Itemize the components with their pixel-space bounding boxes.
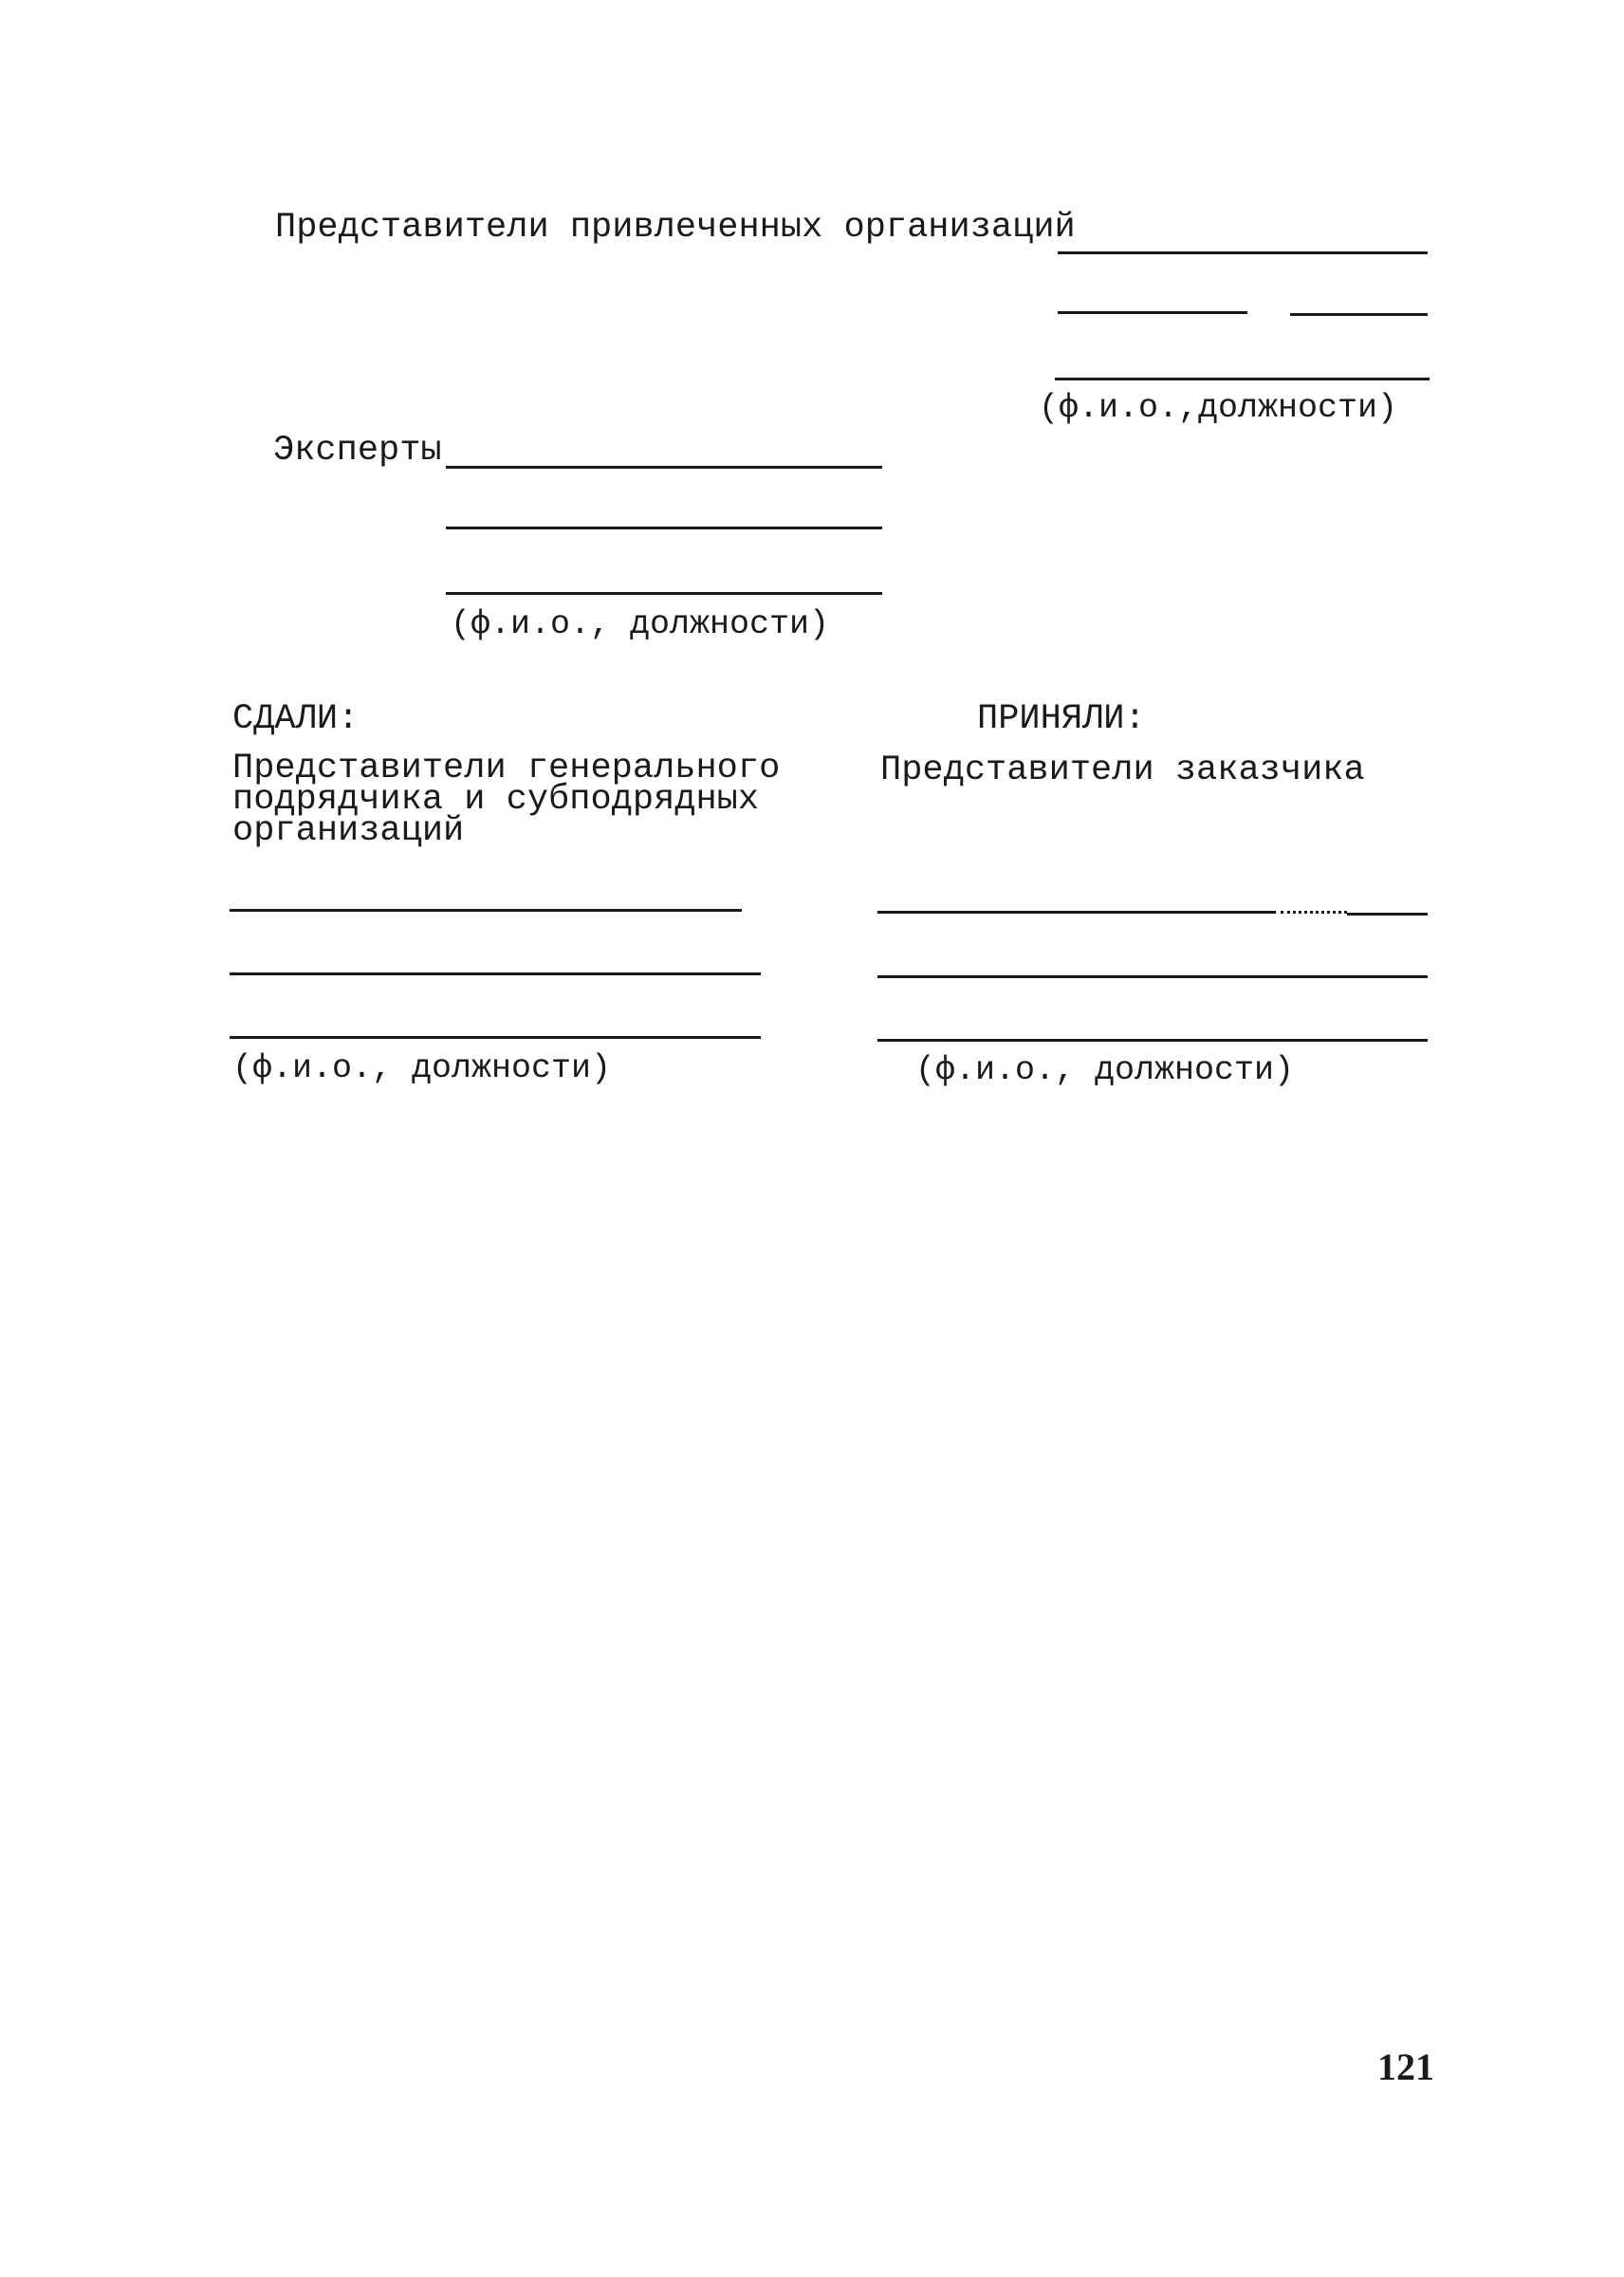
attracted-orgs-signature-line-2a — [1058, 311, 1247, 314]
attracted-orgs-caption: (ф.и.о.,должности) — [1039, 389, 1398, 427]
handed-over-caption: (ф.и.о., должности) — [232, 1049, 612, 1087]
accepted-heading: ПРИНЯЛИ: — [977, 699, 1146, 739]
handed-over-signature-line-1 — [230, 909, 742, 912]
accepted-signature-line-1a — [877, 911, 1276, 914]
experts-caption: (ф.и.о., должности) — [451, 605, 830, 643]
experts-signature-line-2 — [446, 527, 882, 529]
experts-signature-line-3 — [446, 592, 882, 595]
handed-over-signature-line-3 — [230, 1036, 761, 1039]
attracted-orgs-label: Представители привлеченных организаций — [275, 208, 1076, 248]
attracted-orgs-signature-line-3 — [1055, 378, 1430, 380]
handed-over-signature-line-2 — [230, 972, 761, 975]
handed-over-text-line-2: подрядчика и субподрядных — [232, 780, 760, 820]
accepted-signature-line-3 — [877, 1039, 1428, 1042]
accepted-signature-line-1b — [1281, 911, 1347, 914]
experts-label: Эксперты — [273, 431, 442, 471]
accepted-caption: (ф.и.о., должности) — [915, 1051, 1295, 1089]
handed-over-text — [232, 749, 781, 851]
handed-over-text-line-1: Представители генерального — [232, 749, 781, 788]
experts-signature-line-1 — [446, 466, 882, 469]
attracted-orgs-signature-line-2b — [1290, 313, 1428, 316]
handed-over-text-line-3: организаций — [232, 811, 465, 851]
accepted-signature-line-2 — [877, 975, 1428, 978]
attracted-orgs-signature-line-1 — [1058, 251, 1428, 254]
handed-over-heading: СДАЛИ: — [232, 699, 360, 739]
accepted-text: Представители заказчика — [880, 750, 1365, 790]
page-number: 121 — [1377, 2046, 1434, 2088]
accepted-signature-line-1c — [1347, 913, 1428, 916]
